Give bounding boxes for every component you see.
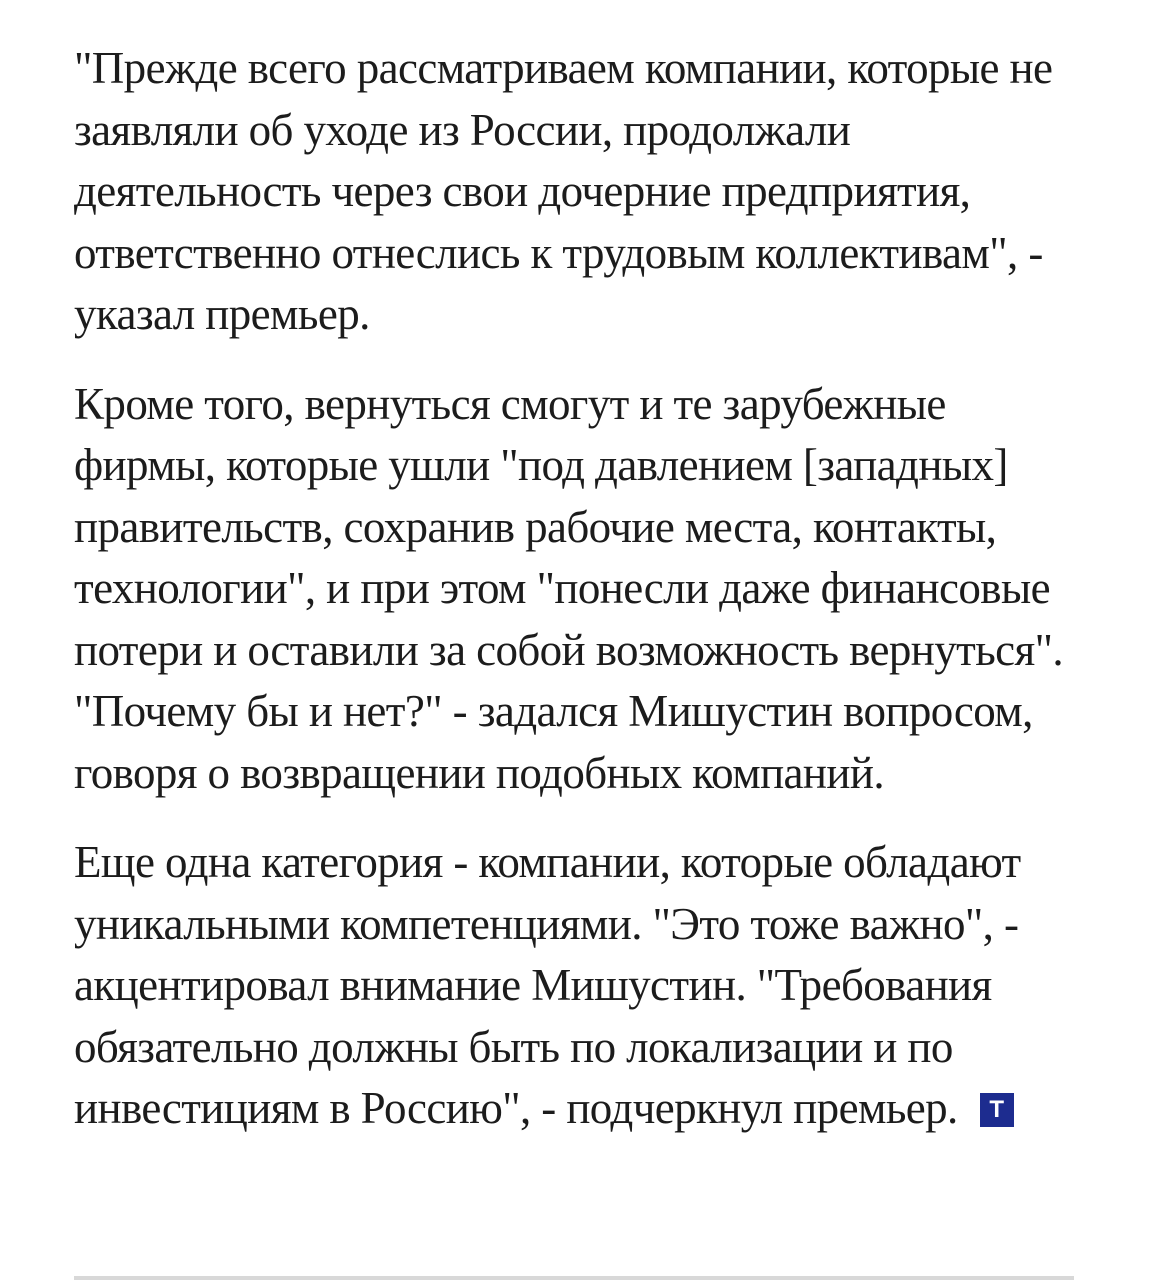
end-of-article-badge: T <box>980 1093 1014 1127</box>
article-paragraph-2 <box>74 374 1094 805</box>
paragraph-text: Еще одна категория - компании, которые обладают уникальными компетенциями. "Это тоже важно", - акцентировал внимание Мишустин. "Требования обязательно должны быть по локализации и по инвестициям в Россию", - подчеркнул премьер. <box>74 837 1021 1133</box>
article-body <box>74 38 1094 1140</box>
article-paragraph-1 <box>74 38 1094 346</box>
paragraph-text: "Прежде всего рассматриваем компании, которые не заявляли об уходе из России, продолжали деятельность через свои дочерние предприятия, ответственно отнеслись к трудовым коллективам", - указал премьер. <box>74 43 1053 339</box>
article-paragraph-3 <box>74 832 1094 1140</box>
bottom-divider <box>74 1276 1074 1280</box>
paragraph-text: Кроме того, вернуться смогут и те зарубежные фирмы, которые ушли "под давлением [западных] правительств, сохранив рабочие места, контакты, технологии", и при этом "понесли даже финансовые потери и оставили за собой возможность вернуться". "Почему бы и нет?" - задался Мишустин вопросом, говоря о возвращении подобных компаний. <box>74 378 1064 798</box>
